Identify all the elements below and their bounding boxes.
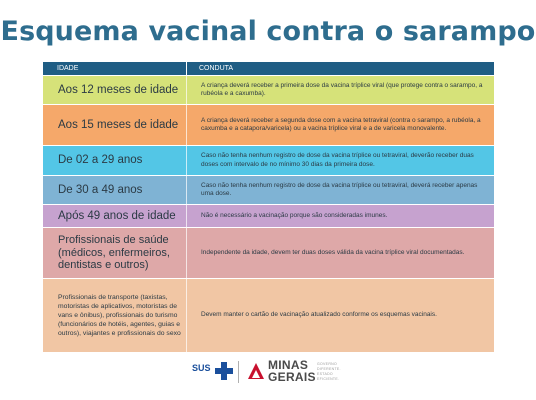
row-idade: Após 49 anos de idade: [58, 209, 176, 222]
table-row: [43, 227, 494, 278]
row-conduta: Independente da idade, devem ter duas doses válida da vacina tríplice viral documentadas.: [186, 228, 494, 278]
page-title: Esquema vacinal contra o sarampo: [0, 16, 536, 47]
row-idade: De 02 a 29 anos: [58, 154, 143, 166]
table-row: [43, 145, 494, 175]
row-idade: Aos 12 meses de idade: [58, 83, 179, 96]
table-row: [43, 75, 494, 104]
table-row: [43, 104, 494, 145]
row-conduta: Devem manter o cartão de vacinação atualizado conforme os esquemas vacinais.: [186, 279, 494, 352]
minas-triangle-icon: [247, 362, 265, 380]
sus-logo-text: SUS: [192, 363, 211, 373]
row-idade: Profissionais de saúde (médicos, enfermeiros, dentistas e outros): [58, 234, 170, 272]
row-conduta: Caso não tenha nenhum registro de dose da vacina tríplice ou tetraviral, deverão receber duas doses com intervalo de no mínimo 30 dias da primeira dose.: [186, 146, 494, 175]
row-idade: Aos 15 meses de idade: [58, 118, 179, 131]
row-conduta: A criança deverá receber a primeira dose da vacina tríplice viral (que protege contra o sarampo, a rubéola e a caxumba).: [186, 76, 494, 104]
table-row: [43, 175, 494, 204]
table-row: [43, 278, 494, 352]
government-tagline: GOVERNO DIFERENTE. ESTADO EFICIENTE.: [317, 362, 341, 381]
row-conduta: Caso não tenha nenhum registro de dose da vacina tríplice ou tetraviral, deverá receber apenas uma dose.: [186, 176, 494, 204]
row-idade: Profissionais de transporte (taxistas, motoristas de aplicativos, motoristas de vans e ônibus), profissionais do turismo (funcionários de hotéis, agentes, guias e outros), viajantes e profissionais do sexo: [58, 294, 181, 337]
row-idade: De 30 a 49 anos: [58, 183, 143, 196]
minas-gerais-logo-text: MINAS GERAIS: [268, 358, 316, 384]
table-row: [43, 204, 494, 227]
row-conduta: A criança deverá receber a segunda dose com a vacina tetraviral (contra o sarampo, a rubéola, a caxumba e a catapora/varicela) ou a vacina tríplice viral e a de varicela monovalente.: [186, 105, 494, 145]
sus-cross-icon: [214, 361, 234, 381]
footer-divider: [238, 361, 239, 383]
footer-logos: [0, 358, 536, 388]
row-conduta: Não é necessário a vacinação porque são consideradas imunes.: [186, 205, 494, 227]
table-header: [43, 62, 494, 75]
header-idade: IDADE: [57, 65, 79, 72]
header-conduta: CONDUTA: [186, 62, 494, 75]
vaccination-table: [43, 62, 494, 352]
